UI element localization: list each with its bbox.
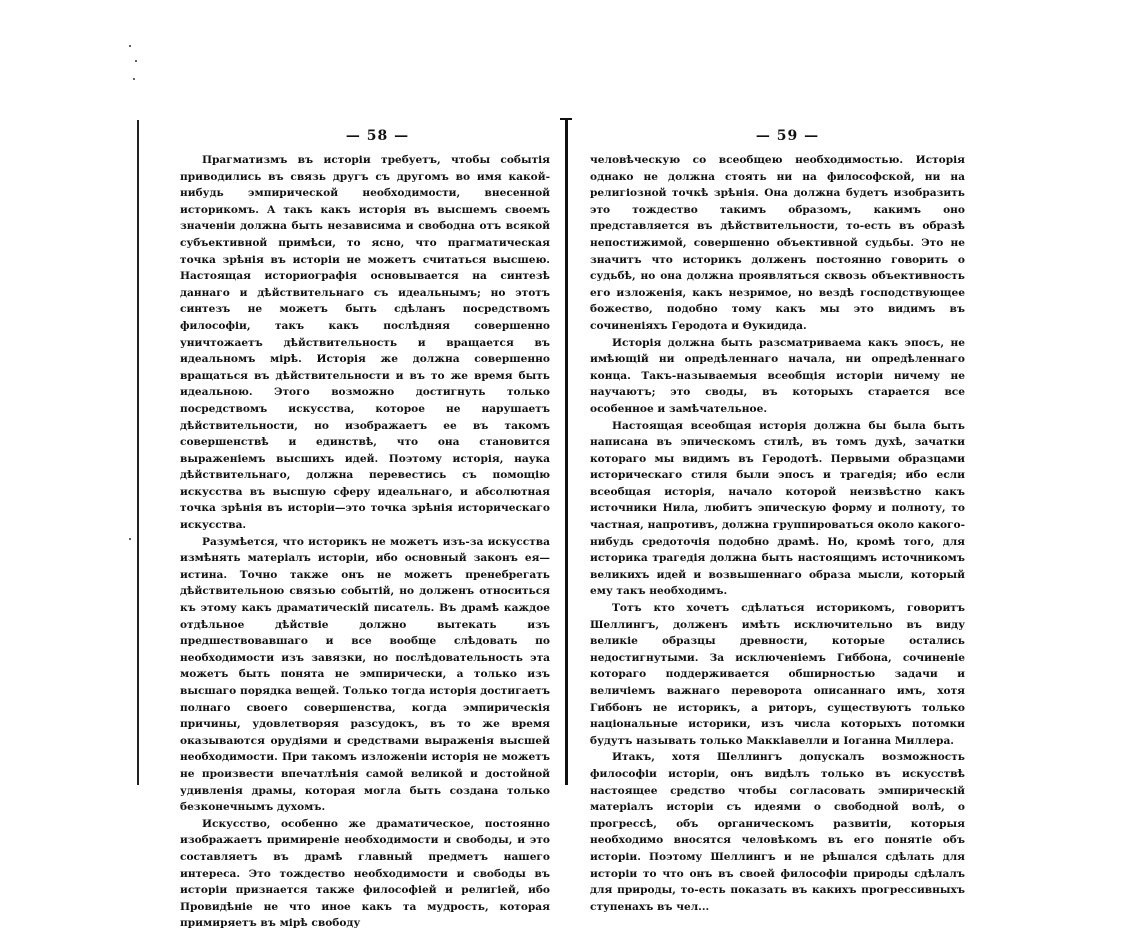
paragraph: человѣческую со всеобщею необходимостью. Исторія однако не должна стоять ни на философской, ни на религіозной точкѣ зрѣнія. Она должна будетъ изобразить это тождество такимъ образомъ, какимъ оно представляется въ дѣйствительности, то-есть въ образѣ непостижимой, совершенно объективной судьбы. Это не значитъ что историкъ долженъ постоянно говорить о судьбѣ, но она должна проявляться сквозь объективность его изложенія, какъ незримое, но вездѣ господствующее божество, подобно тому какъ мы это видимъ въ сочиненіяхъ Геродота и Өукидида. [590,154,965,332]
left-page [180,128,550,932]
paragraph: Исторія должна быть разсматриваема какъ эпосъ, не имѣющій ни опредѣленнаго начала, ни опредѣленнаго конца. Такъ-называемыя всеобщія исторіи ничему не научаютъ; это своды, въ которыхъ старается все особенное и замѣчательное. [590,336,965,415]
scan-speck [135,60,137,62]
paragraph: Разумѣется, что историкъ не можетъ изъ-за искусства измѣнять матеріалъ исторіи, ибо основный законъ ея—истина. Точно также онъ не можетъ пренебрегать дѣйствительною связью событій, но долженъ относиться къ этому какъ драматическій писатель. Въ драмѣ каждое отдѣльное дѣйствіе должно вытекать изъ предшествовавшаго и все вообще слѣдовать по необходимости изъ завязки, но послѣдовательность эта можетъ быть понята не эмпирически, а только изъ высшаго порядка вещей. Только тогда исторія достигаетъ полнаго своего совершенства, когда эмпирическія причины, удовлетворяя разсудокъ, въ то же время оказываются орудіями и средствами выраженія высшей необходимости. При такомъ изложеніи исторія не можетъ не произвести впечатлѣнія самой великой и достойной удивленія драмы, которая могла быть создана только безконечнымъ духомъ. [180,535,550,814]
paragraph: Тотъ кто хочетъ сдѣлаться историкомъ, говоритъ Шеллингъ, долженъ имѣть исключительно въ виду великіе образцы древности, которые остались недостигнутыми. За исключеніемъ Гиббона, сочиненіе котораго поддерживается обширностью задачи и величіемъ важнаго переворота описаннаго имъ, хотя Гиббонъ не историкъ, а риторъ, существуютъ только національные историки, изъ числа которыхъ потомки будутъ называть только Маккіавелли и Іоганна Миллера. [590,602,965,747]
paragraph: Искусство, особенно же драматическое, постоянно изображаетъ примиреніе необходимости и свободы, и это составляетъ въ драмѣ главный предметъ нашего интереса. Это тождество необходимости и свободы въ исторіи признается также философіей и религіей, ибо Провидѣніе не что иное какъ та мудрость, которая примиряетъ въ мірѣ свободу [180,817,550,930]
paragraph: Настоящая всеобщая исторія должна бы была быть написана въ эпическомъ стилѣ, въ томъ духѣ, зачатки котораго мы видимъ въ Геродотѣ. Первыми образцами историческаго стиля были эпосъ и трагедія; ибо если всеобщая исторія, начало которой неизвѣстно какъ источники Нила, любитъ эпическую форму и полноту, то частная, напротивъ, должна группироваться около какого-нибудь средоточія подобно драмѣ. Но, кромѣ того, для историка трагедія должна быть настоящимъ источникомъ великихъ идей и возвышеннаго образа мысли, который ему такъ необходимъ. [590,419,965,598]
paragraph: Прагматизмъ въ исторіи требуетъ, чтобы событія приводились въ связь другъ съ другомъ во имя какой-нибудь эмпирической необходимости, внесенной историкомъ. А такъ какъ исторія въ высшемъ своемъ значеніи должна быть независима и свободна отъ всякой субъективной примѣси, то ясно, что прагматическая точка зрѣнія въ исторіи не можетъ считаться высшею. Настоящая историографія основывается на синтезѣ даннаго и дѣйствительнаго съ идеальнымъ; но этотъ синтезъ не можетъ быть сдѣланъ посредствомъ философіи, такъ какъ послѣдняя совершенно уничтожаетъ дѣйствительность и вращается въ идеальномъ мірѣ. Исторія же должна совершенно вращаться въ дѣйствительности и въ то же время быть идеальною. Этого возможно достигнуть только посредствомъ искусства, которое не нарушаетъ дѣйствительности, но изображаетъ ее въ такомъ совершенствѣ и единствѣ, что она становится выраженіемъ высшихъ идей. Поэтому исторія, наука дѣйствительнаго, должна перевестись съ помощію искусства въ высшую сферу идеальнаго, и абсолютная точка зрѣнія въ исторіи—это точка зрѣнія историческаго искусства. [180,154,550,532]
scan-speck [133,78,135,80]
page-number: — 58 — [345,128,410,144]
scan-speck [129,538,131,540]
left-margin-rule [137,120,139,785]
right-page [590,128,965,915]
scan-speck [129,45,131,47]
book-gutter-rule [565,120,568,785]
paragraph: Итакъ, хотя Шеллингъ допускалъ возможность философіи исторіи, онъ видѣлъ только въ искусствѣ настоящее средство чтобы согласовать эмпирическій матеріалъ исторіи съ идеями о свободной волѣ, о прогрессѣ, объ органическомъ развитіи, которыя необходимо вносятся человѣкомъ въ его понятіе объ исторіи. Поэтому Шеллингъ и не рѣшался сдѣлать для исторіи то что онъ въ своей философіи природы сдѣлалъ для природы, то-есть показать въ какихъ прогрессивныхъ ступенахъ въ чел... [590,751,965,913]
page-number: — 59 — [755,128,820,144]
